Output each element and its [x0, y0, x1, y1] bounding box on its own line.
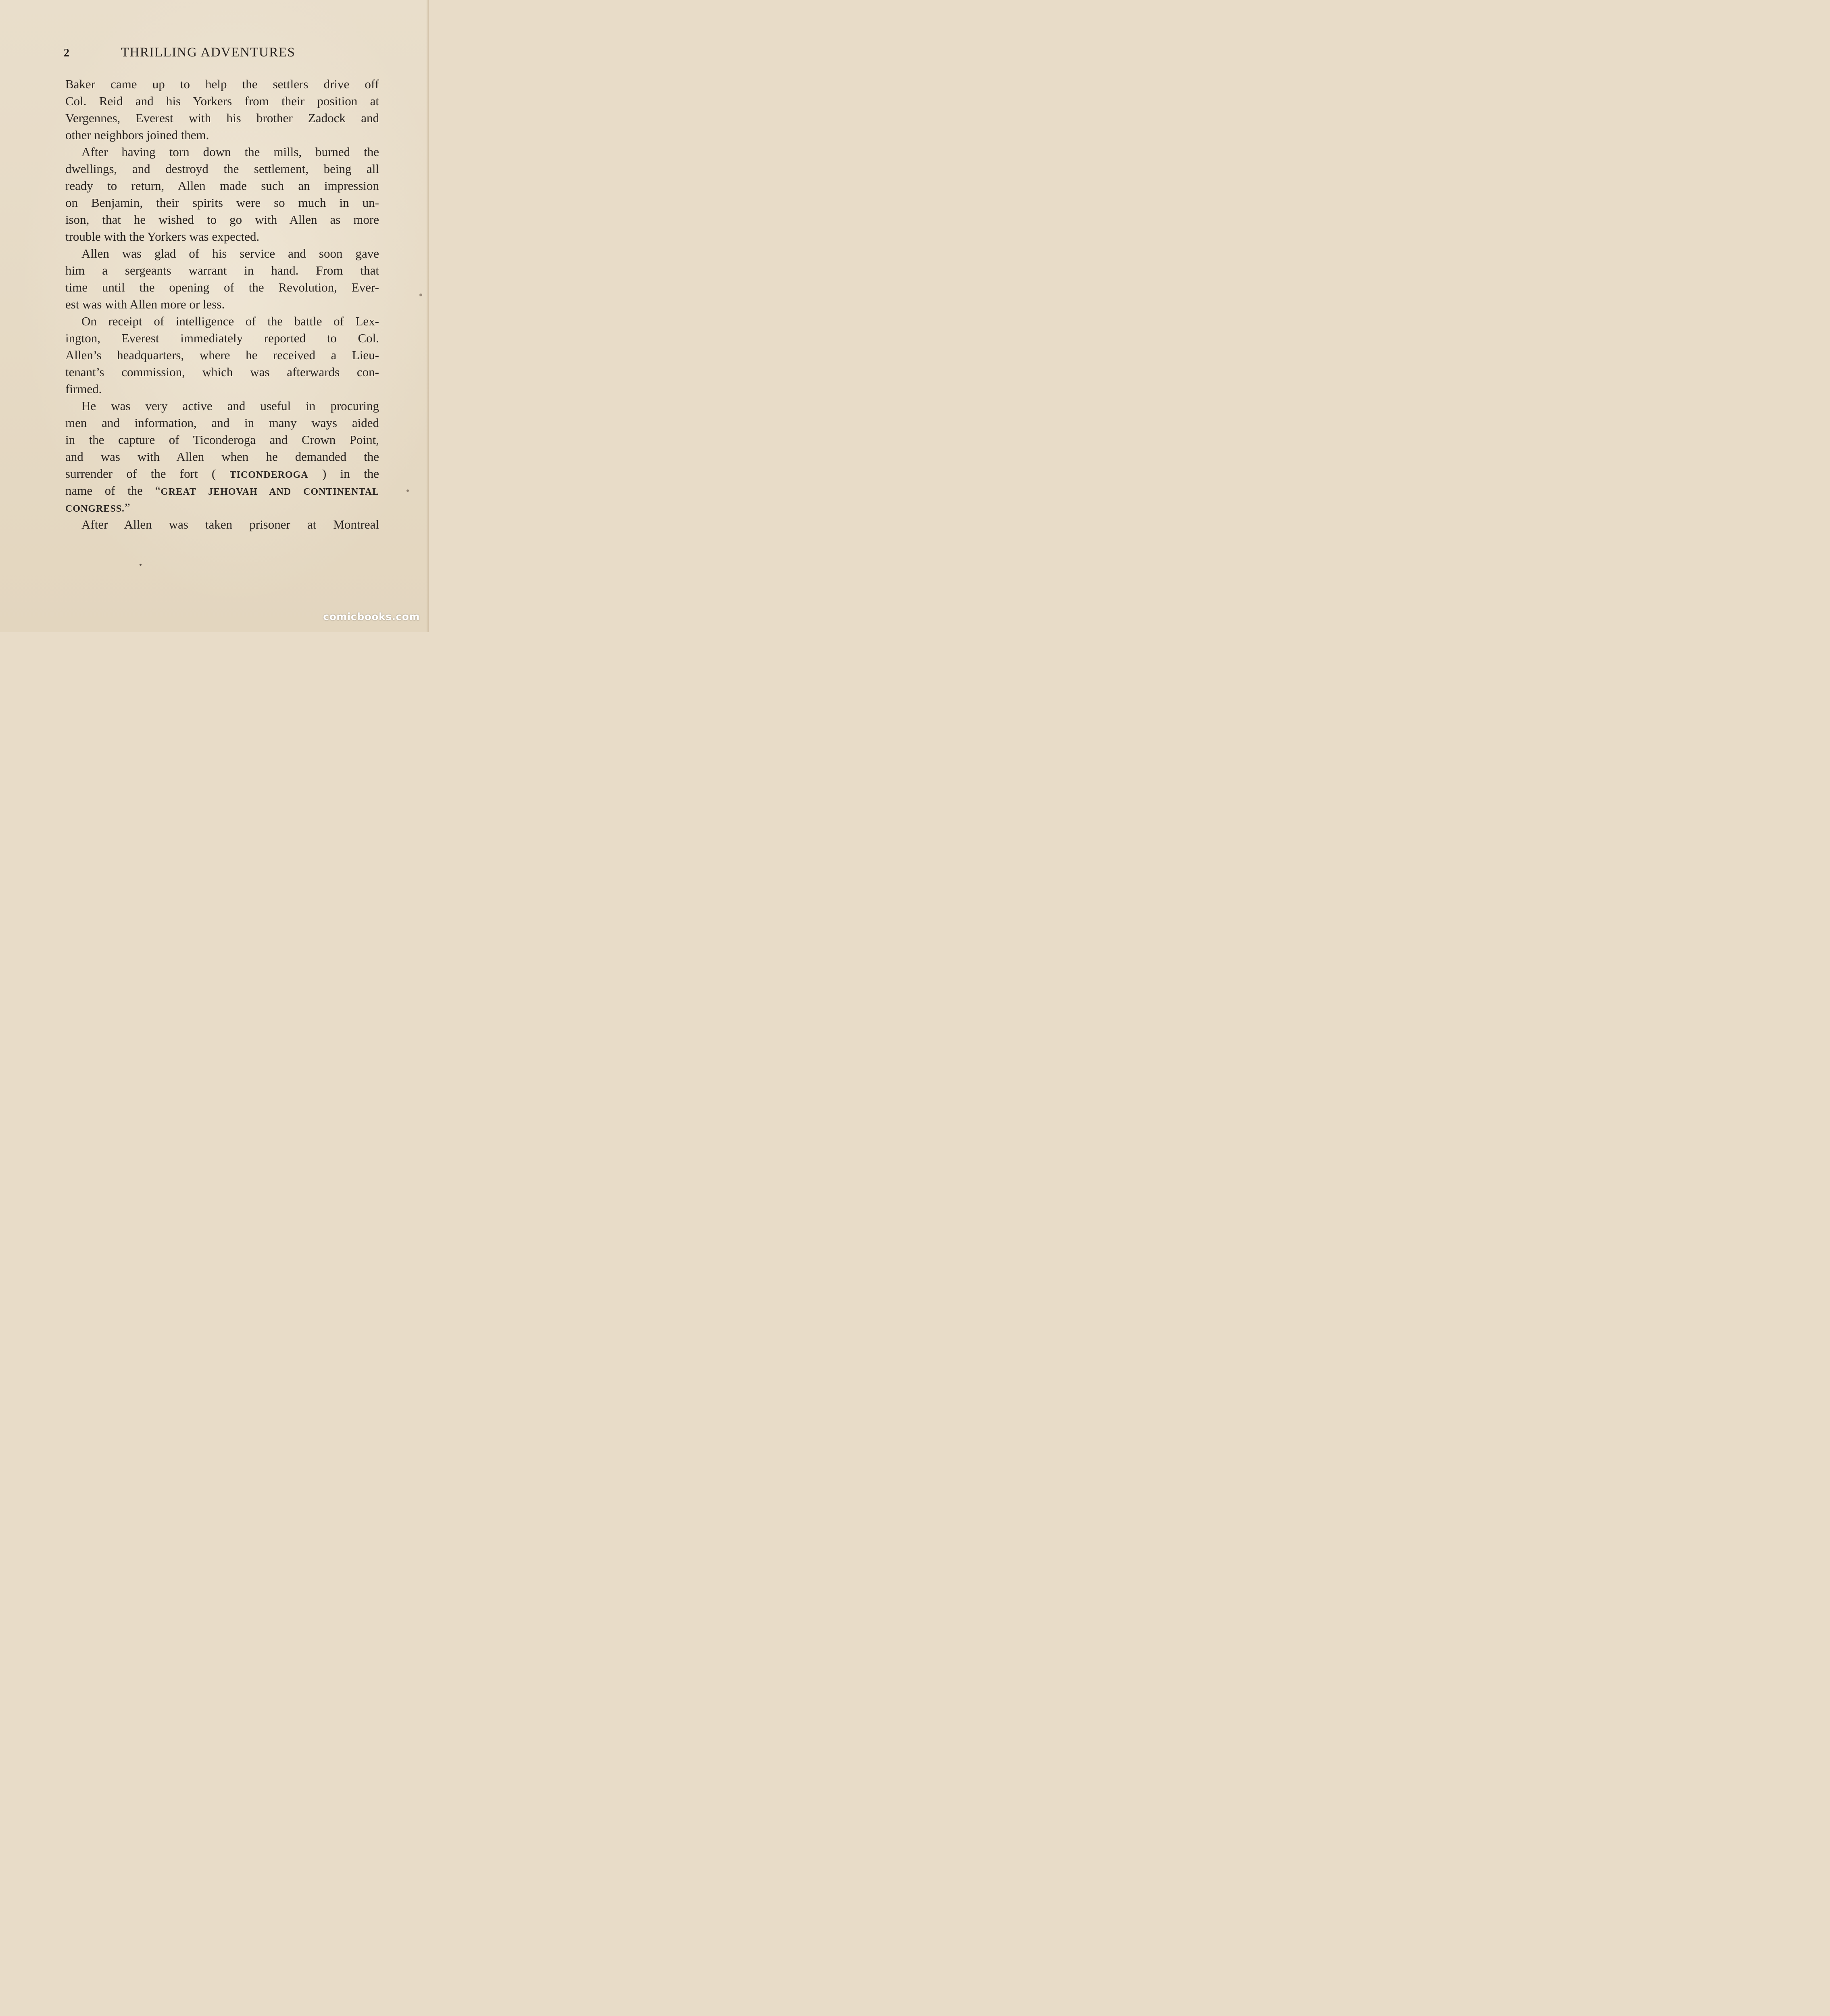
page-number: 2	[64, 47, 70, 59]
text-line: ington, Everest immediately reported to Col.	[65, 331, 379, 345]
text-line	[65, 499, 379, 516]
text-line: After Allen was taken prisoner at Montreal	[81, 517, 379, 531]
text-line: him a sergeants warrant in hand. From that	[65, 263, 379, 277]
text-line: After having torn down the mills, burned the	[81, 145, 379, 159]
text-line: est was with Allen more or less.	[65, 297, 225, 311]
text-line: men and information, and in many ways aided	[65, 416, 379, 430]
text-line: ison, that he wished to go with Allen as more	[65, 212, 379, 227]
body-text	[65, 76, 379, 533]
text-fragment: name of the “	[65, 483, 161, 498]
text-fragment: ”	[125, 500, 130, 514]
text-line: in the capture of Ticonderoga and Crown Point,	[65, 433, 379, 447]
text-line: On receipt of intelligence of the battle of Lex-	[81, 314, 379, 328]
small-caps-text: CONGRESS.	[65, 504, 125, 514]
text-fragment: surrender of the fort (	[65, 467, 216, 481]
text-line: trouble with the Yorkers was expected.	[65, 229, 260, 244]
running-head: THRILLING ADVENTURES	[121, 45, 296, 60]
book-page	[0, 0, 429, 632]
text-line: and was with Allen when he demanded the	[65, 450, 379, 464]
text-line: tenant’s commission, which was afterwards con-	[65, 365, 379, 379]
paper-speck	[140, 564, 142, 566]
text-line	[65, 465, 379, 482]
watermark: comicbooks.com	[323, 611, 420, 623]
text-line: time until the opening of the Revolution, Ever-	[65, 280, 379, 294]
text-line: Baker came up to help the settlers drive off	[65, 77, 379, 91]
paper-speck	[406, 489, 409, 492]
text-line	[65, 482, 379, 499]
text-line: Vergennes, Everest with his brother Zadock and	[65, 111, 379, 125]
page-edge-shadow	[426, 0, 429, 632]
paper-speck	[419, 294, 422, 296]
text-line: He was very active and useful in procuring	[81, 399, 379, 413]
text-line: dwellings, and destroyd the settlement, being all	[65, 162, 379, 176]
text-line: Allen’s headquarters, where he received a Lieu-	[65, 348, 379, 362]
small-caps-text: TICONDEROGA	[229, 470, 308, 480]
small-caps-text: GREAT JEHOVAH AND CONTINENTAL	[160, 487, 379, 497]
text-fragment: ) in the	[322, 467, 379, 481]
text-line: Allen was glad of his service and soon gave	[81, 246, 379, 260]
text-line: firmed.	[65, 382, 102, 396]
text-line: on Benjamin, their spirits were so much in un-	[65, 196, 379, 210]
text-line: ready to return, Allen made such an impression	[65, 179, 379, 193]
text-line: Col. Reid and his Yorkers from their position at	[65, 94, 379, 108]
text-line: other neighbors joined them.	[65, 128, 209, 142]
page-header	[64, 44, 382, 63]
